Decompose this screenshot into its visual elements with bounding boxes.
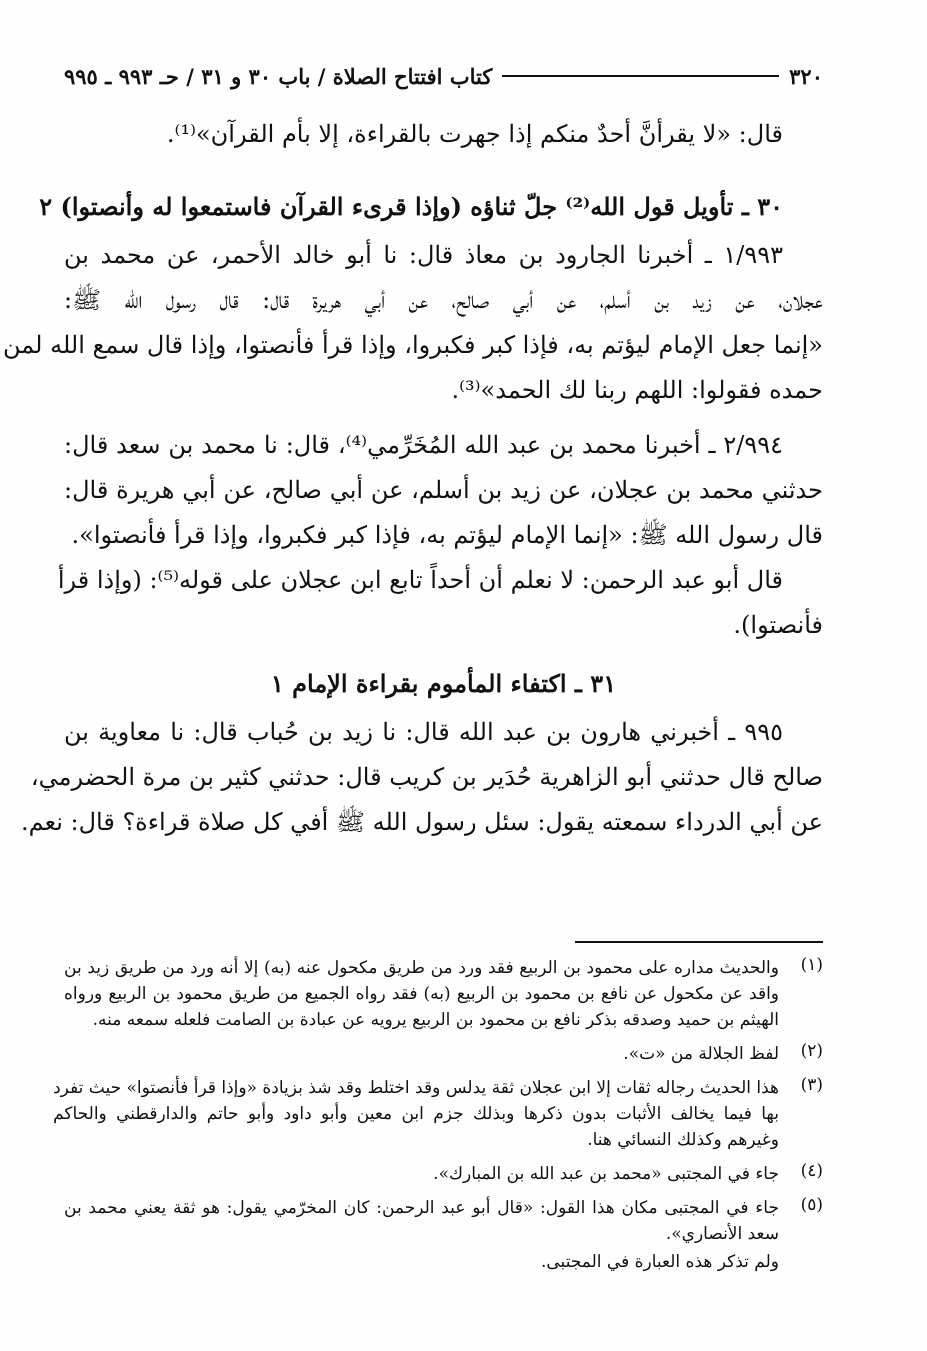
- hadith-995-line: صالح قال حدثني أبو الزاهرية حُدَير بن كريب قال: حدثني كثير بن مرة الحضرمي،: [30, 763, 823, 791]
- footnote-5: [64, 1195, 823, 1247]
- hadith-993: [3, 233, 823, 413]
- footnote-line: واقد عن مكحول عن نافع بن محمود بن الربيع (به) فقد رواه الجميع من طريق محمود بن الربيع ورواه: [64, 984, 780, 1004]
- hadith-993-line: حمده فقولوا: اللهم ربنا لك الحمد»⁽³⁾.: [451, 376, 823, 404]
- footnote-line: سعد الأنصاري».: [665, 1224, 779, 1244]
- intro-line: قال: «لا يقرأنَّ أحدٌ منكم إذا جهرت بالقراءة، إلا بأم القرآن»⁽¹⁾.: [166, 120, 783, 148]
- footnote-number: (٣): [800, 1075, 823, 1095]
- footnote-line: الهيثم بن حميد وصدقه بذكر نافع بن محمود بن الربيع يرويه عن عبادة بن الصامت فلعله سمعه منه.: [92, 1010, 779, 1030]
- footnote-line: لفظ الجلالة من «ت».: [623, 1044, 779, 1064]
- footnote-number: (٢): [800, 1041, 823, 1061]
- footnote-number: (٤): [800, 1161, 823, 1181]
- section-31-heading: ٣١ ـ اكتفاء المأموم بقراءة الإمام ١: [270, 669, 617, 698]
- footnote-1: [64, 955, 823, 1033]
- footnote-line: وغيرهم وكذلك النسائي هنا.: [587, 1130, 779, 1150]
- page-header: [64, 58, 823, 94]
- page-number: ٣٢٠: [789, 63, 823, 89]
- hadith-995-line: عن أبي الدرداء سمعته يقول: سئل رسول الله ﷺ أفي كل صلاة قراءة؟ قال: نعم.: [21, 808, 823, 836]
- footnote-2: [64, 1041, 823, 1067]
- footnote-number: (٥): [800, 1195, 823, 1215]
- main-text: [3, 112, 823, 845]
- footnote-line: جاء في المجتبى مكان هذا القول: «قال أبو عبد الرحمن: كان المخرّمي يقول: هو ثقة يعني محمد بن: [64, 1198, 779, 1218]
- comment-line: قال أبو عبد الرحمن: لا نعلم أن أحداً تابع ابن عجلان على قوله⁽⁵⁾: (وإذا قرأ: [57, 566, 783, 594]
- hadith-994-line: قال رسول الله ﷺ: «إنما الإمام ليؤتم به، فإذا كبر فكبروا، وإذا قرأ فأنصتوا».: [71, 521, 823, 549]
- hadith-995-line: ٩٩٥ ـ أخبرني هارون بن عبد الله قال: نا زيد بن حُباب قال: نا معاوية بن: [64, 718, 783, 746]
- hadith-994-line: ٢/٩٩٤ ـ أخبرنا محمد بن عبد الله المُخَرِّمي⁽⁴⁾، قال: نا محمد بن سعد قال:: [64, 431, 784, 459]
- hadith-995: [21, 710, 823, 845]
- running-title: كتاب افتتاح الصلاة / باب ٣٠ و ٣١ / حـ ٩٩٣ ـ ٩٩٥: [64, 63, 493, 89]
- footnote-4: [64, 1161, 823, 1187]
- abu-abdulrahman-comment: [57, 558, 823, 648]
- footnote-number: (١): [800, 955, 823, 975]
- footnote-line: جاء في المجتبى «محمد بن عبد الله بن المبارك».: [433, 1164, 779, 1184]
- footnote-line: والحديث مداره على محمود بن الربيع فقد ورد من طريق مكحول عنه (به) إلا أنه ورد من طريق زيد بن: [64, 958, 779, 978]
- footnote-3: [53, 1075, 823, 1153]
- footnotes: [53, 955, 823, 1275]
- footnote-extra-line: ولم تذكر هذه العبارة في المجتبى.: [540, 1252, 779, 1272]
- hadith-994: [64, 423, 823, 558]
- header-rule: [502, 75, 779, 77]
- hadith-993-line: «إنما جعل الإمام ليؤتم به، فإذا كبر فكبروا، وإذا قرأ فأنصتوا، وإذا قال سمع الله لمن: [3, 331, 823, 359]
- comment-line: فأنصتوا).: [733, 611, 823, 639]
- hadith-993-line: ١/٩٩٣ ـ أخبرنا الجارود بن معاذ قال: نا أبو خالد الأحمر، عن محمد بن: [64, 241, 783, 269]
- footnote-line: بها فيما يخالف الأثبات بدون ذكرها وبذلك جزم ابن معين وأبو داود وأبو حاتم والدارقطني والحاكم: [53, 1104, 779, 1124]
- footnote-line: هذا الحديث رجاله ثقات إلا ابن عجلان ثقة يدلس وقد اختلط وقد شذ بزيادة «وإذا قرأ فأنصتوا» حيث تفرد: [53, 1078, 779, 1098]
- hadith-994-line: حدثني محمد بن عجلان، عن زيد بن أسلم، عن أبي صالح، عن أبي هريرة قال:: [64, 476, 823, 504]
- section-30-heading: ٣٠ ـ تأويل قول الله⁽²⁾ جلّ ثناؤه (وإذا قرىء القرآن فاستمعوا له وأنصتوا) ٢: [39, 192, 783, 221]
- footnote-separator: [575, 941, 823, 943]
- hadith-993-line: عجلان، عن زيد بن أسلم، عن أبي صالح، عن أبي هريرة قال: قال رسول الله ﷺ:: [64, 286, 823, 314]
